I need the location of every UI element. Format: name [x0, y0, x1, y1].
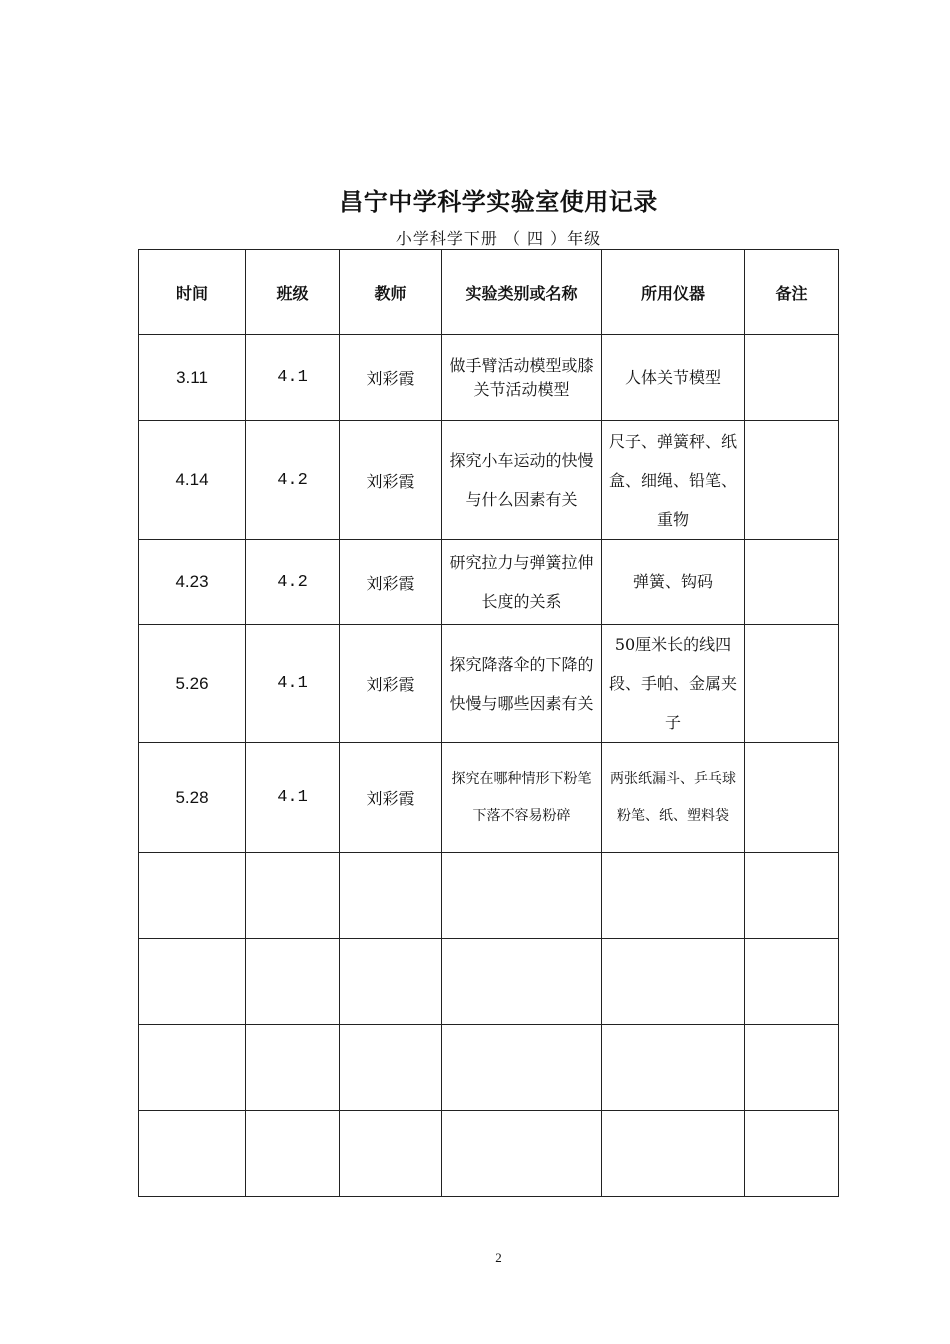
empty-cell: [139, 1025, 246, 1111]
cell-class: 4.1: [246, 625, 340, 743]
cell-class: 4.2: [246, 421, 340, 540]
cell-remark: [745, 743, 839, 853]
document-subtitle: 小学科学下册 （ 四 ）年级: [395, 229, 602, 248]
cell-time: 5.28: [139, 743, 246, 853]
empty-table-row: [139, 853, 839, 939]
cell-time: 4.23: [139, 540, 246, 625]
empty-cell: [139, 939, 246, 1025]
empty-cell: [602, 1111, 745, 1197]
empty-cell: [442, 853, 602, 939]
empty-cell: [602, 939, 745, 1025]
cell-experiment: 做手臂活动模型或膝关节活动模型: [442, 335, 602, 421]
empty-cell: [602, 853, 745, 939]
cell-equipment: 尺子、弹簧秤、纸盒、细绳、铅笔、重物: [602, 421, 745, 540]
table-row: [139, 540, 839, 625]
table-row: [139, 625, 839, 743]
empty-cell: [340, 939, 442, 1025]
empty-cell: [442, 1025, 602, 1111]
header-time: 时间: [139, 250, 246, 335]
empty-cell: [340, 1111, 442, 1197]
cell-teacher: 刘彩霞: [340, 625, 442, 743]
header-equipment: 所用仪器: [602, 250, 745, 335]
empty-cell: [246, 1025, 340, 1111]
page-number: 2: [495, 1250, 502, 1265]
cell-time: 4.14: [139, 421, 246, 540]
cell-equipment: 弹簧、钩码: [602, 540, 745, 625]
cell-remark: [745, 540, 839, 625]
cell-remark: [745, 421, 839, 540]
cell-experiment: 探究在哪种情形下粉笔下落不容易粉碎: [442, 743, 602, 853]
cell-teacher: 刘彩霞: [340, 421, 442, 540]
cell-experiment: 研究拉力与弹簧拉伸长度的关系: [442, 540, 602, 625]
header-teacher: 教师: [340, 250, 442, 335]
table-header-row: [139, 250, 839, 335]
cell-time: 5.26: [139, 625, 246, 743]
table-row: [139, 335, 839, 421]
empty-cell: [340, 853, 442, 939]
empty-cell: [139, 1111, 246, 1197]
empty-table-row: [139, 939, 839, 1025]
cell-remark: [745, 335, 839, 421]
empty-table-row: [139, 1025, 839, 1111]
cell-class: 4.1: [246, 743, 340, 853]
cell-experiment: 探究降落伞的下降的快慢与哪些因素有关: [442, 625, 602, 743]
empty-cell: [246, 853, 340, 939]
empty-cell: [340, 1025, 442, 1111]
cell-equipment: 50厘米长的线四段、手帕、金属夹子: [602, 625, 745, 743]
cell-class: 4.1: [246, 335, 340, 421]
empty-cell: [745, 1111, 839, 1197]
cell-teacher: 刘彩霞: [340, 540, 442, 625]
cell-equipment: 两张纸漏斗、乒乓球粉笔、纸、塑料袋: [602, 743, 745, 853]
empty-cell: [602, 1025, 745, 1111]
cell-remark: [745, 625, 839, 743]
document-title: 昌宁中学科学实验室使用记录: [339, 188, 658, 216]
empty-cell: [442, 1111, 602, 1197]
cell-equipment: 人体关节模型: [602, 335, 745, 421]
table-row: [139, 743, 839, 853]
lab-usage-table: [138, 249, 839, 1197]
empty-cell: [745, 939, 839, 1025]
empty-cell: [442, 939, 602, 1025]
empty-table-row: [139, 1111, 839, 1197]
table-row: [139, 421, 839, 540]
cell-experiment: 探究小车运动的快慢与什么因素有关: [442, 421, 602, 540]
empty-cell: [745, 853, 839, 939]
empty-cell: [745, 1025, 839, 1111]
empty-cell: [139, 853, 246, 939]
header-class: 班级: [246, 250, 340, 335]
header-experiment: 实验类别或名称: [442, 250, 602, 335]
empty-cell: [246, 1111, 340, 1197]
cell-teacher: 刘彩霞: [340, 335, 442, 421]
cell-teacher: 刘彩霞: [340, 743, 442, 853]
empty-cell: [246, 939, 340, 1025]
cell-class: 4.2: [246, 540, 340, 625]
header-remark: 备注: [745, 250, 839, 335]
cell-time: 3.11: [139, 335, 246, 421]
